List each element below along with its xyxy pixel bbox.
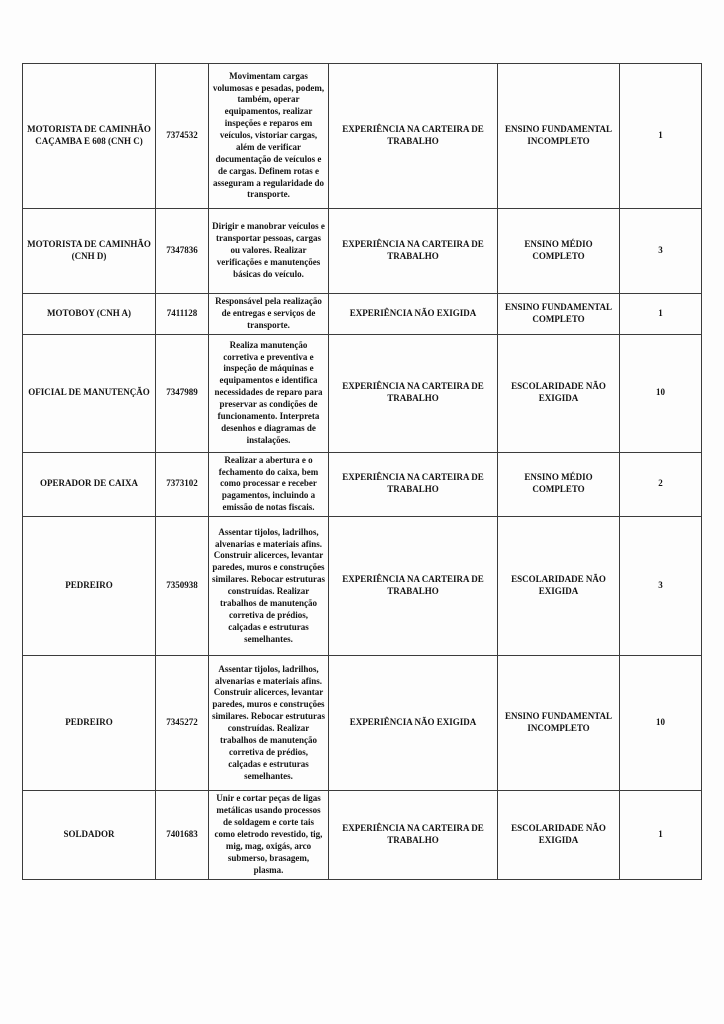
experience-requirement-cell: EXPERIÊNCIA NA CARTEIRA DE TRABALHO	[329, 209, 498, 294]
table-row	[23, 334, 702, 452]
education-requirement-cell: ESCOLARIDADE NÃO EXIGIDA	[498, 791, 620, 880]
experience-requirement-cell: EXPERIÊNCIA NA CARTEIRA DE TRABALHO	[329, 452, 498, 516]
table-row	[23, 517, 702, 656]
experience-requirement-cell: EXPERIÊNCIA NA CARTEIRA DE TRABALHO	[329, 64, 498, 209]
vacancy-count-cell: 3	[620, 209, 702, 294]
vacancy-count-cell: 10	[620, 334, 702, 452]
education-requirement-cell: ENSINO FUNDAMENTAL COMPLETO	[498, 294, 620, 335]
job-title-cell: OFICIAL DE MANUTENÇÃO	[23, 334, 156, 452]
table-row	[23, 64, 702, 209]
job-description-cell: Responsável pela realização de entregas e serviços de transporte.	[209, 294, 329, 335]
education-requirement-cell: ESCOLARIDADE NÃO EXIGIDA	[498, 334, 620, 452]
job-description-cell: Realiza manutenção corretiva e preventiva e inspeção de máquinas e equipamentos e identifica necessidades de reparo para preservar as condições de funcionamento. Interpreta desenhos e diagramas de instalações.	[209, 334, 329, 452]
vacancy-count-cell: 1	[620, 294, 702, 335]
job-title-cell: PEDREIRO	[23, 656, 156, 791]
education-requirement-cell: ENSINO MÉDIO COMPLETO	[498, 452, 620, 516]
vacancy-count-cell: 3	[620, 517, 702, 656]
experience-requirement-cell: EXPERIÊNCIA NÃO EXIGIDA	[329, 656, 498, 791]
job-code-cell: 7345272	[156, 656, 209, 791]
job-title-cell: MOTORISTA DE CAMINHÃO CAÇAMBA E 608 (CNH C)	[23, 64, 156, 209]
job-description-cell: Unir e cortar peças de ligas metálicas usando processos de soldagem e corte tais como eletrodo revestido, tig, mig, mag, oxigás, arco submerso, brasagem, plasma.	[209, 791, 329, 880]
job-code-cell: 7401683	[156, 791, 209, 880]
vacancy-count-cell: 2	[620, 452, 702, 516]
table-row	[23, 294, 702, 335]
table-row	[23, 209, 702, 294]
education-requirement-cell: ENSINO MÉDIO COMPLETO	[498, 209, 620, 294]
job-description-cell: Dirigir e manobrar veículos e transportar pessoas, cargas ou valores. Realizar verificações e manutenções básicas do veículo.	[209, 209, 329, 294]
vacancy-count-cell: 1	[620, 791, 702, 880]
job-title-cell: PEDREIRO	[23, 517, 156, 656]
table-row	[23, 791, 702, 880]
experience-requirement-cell: EXPERIÊNCIA NA CARTEIRA DE TRABALHO	[329, 517, 498, 656]
experience-requirement-cell: EXPERIÊNCIA NA CARTEIRA DE TRABALHO	[329, 334, 498, 452]
table-row	[23, 656, 702, 791]
job-code-cell: 7350938	[156, 517, 209, 656]
job-description-cell: Movimentam cargas volumosas e pesadas, podem, também, operar equipamentos, realizar inspeções e reparos em veículos, vistoriar cargas, além de verificar documentação de veículos e de cargas. Definem rotas e asseguram a regularidade do transporte.	[209, 64, 329, 209]
education-requirement-cell: ENSINO FUNDAMENTAL INCOMPLETO	[498, 656, 620, 791]
job-vacancies-table-body	[23, 64, 702, 880]
job-code-cell: 7373102	[156, 452, 209, 516]
vacancy-count-cell: 1	[620, 64, 702, 209]
education-requirement-cell: ESCOLARIDADE NÃO EXIGIDA	[498, 517, 620, 656]
job-title-cell: OPERADOR DE CAIXA	[23, 452, 156, 516]
experience-requirement-cell: EXPERIÊNCIA NA CARTEIRA DE TRABALHO	[329, 791, 498, 880]
job-title-cell: MOTOBOY (CNH A)	[23, 294, 156, 335]
job-code-cell: 7347836	[156, 209, 209, 294]
job-title-cell: SOLDADOR	[23, 791, 156, 880]
job-description-cell: Assentar tijolos, ladrilhos, alvenarias e materiais afins. Construir alicerces, levantar paredes, muros e construções similares. Rebocar estruturas construídas. Realizar trabalhos de manutenção corretiva de prédios, calçadas e estruturas semelhantes.	[209, 656, 329, 791]
job-description-cell: Assentar tijolos, ladrilhos, alvenarias e materiais afins. Construir alicerces, levantar paredes, muros e construções similares. Rebocar estruturas construídas. Realizar trabalhos de manutenção corretiva de prédios, calçadas e estruturas semelhantes.	[209, 517, 329, 656]
job-title-cell: MOTORISTA DE CAMINHÃO (CNH D)	[23, 209, 156, 294]
table-row	[23, 452, 702, 516]
job-code-cell: 7374532	[156, 64, 209, 209]
job-code-cell: 7347989	[156, 334, 209, 452]
vacancy-count-cell: 10	[620, 656, 702, 791]
experience-requirement-cell: EXPERIÊNCIA NÃO EXIGIDA	[329, 294, 498, 335]
job-code-cell: 7411128	[156, 294, 209, 335]
job-description-cell: Realizar a abertura e o fechamento do caixa, bem como processar e receber pagamentos, incluindo a emissão de notas fiscais.	[209, 452, 329, 516]
education-requirement-cell: ENSINO FUNDAMENTAL INCOMPLETO	[498, 64, 620, 209]
job-vacancies-table	[22, 63, 702, 880]
